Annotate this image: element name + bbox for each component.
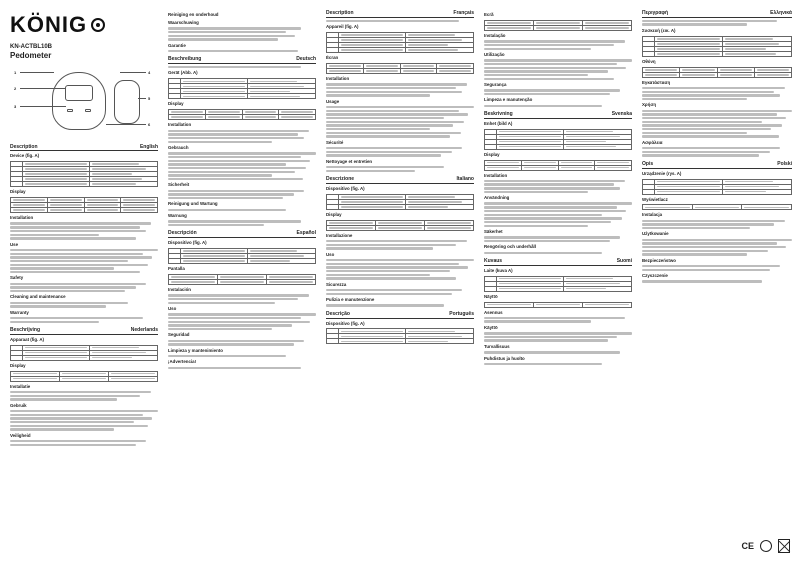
section-title: Περιγραφή [642,10,669,16]
brand-name: KÖNIG [10,12,88,37]
subheading: Wyświetlacz [642,196,668,202]
pedometer-drawing [52,72,106,130]
subheading: Uso [326,251,335,257]
subheading: Pantalla [168,266,185,272]
device-diagram [10,66,158,138]
section-language: Polski [777,160,792,167]
subheading: Χρήση [642,102,657,108]
display-table [326,63,474,74]
parts-table [168,78,316,99]
subheading: Οθόνη [642,58,656,64]
parts-table [168,248,316,264]
column-4 [484,10,632,366]
column-3 [326,10,474,346]
display-table [10,197,158,213]
subheading: Installation [10,215,34,221]
subheading: Pulizia e manutenzione [326,297,375,303]
subheading: Display [10,189,26,195]
subheading: Limpeza e manutenção [484,97,533,103]
subheading: Reinigung und Wartung [168,201,218,207]
section-title: Descripción [168,230,197,237]
subheading: Seguridad [168,332,190,338]
model-number: KN-ACTBL10B [10,43,52,50]
subheading: Appareil (fig. A) [326,24,359,30]
subheading: Käyttö [484,324,498,330]
subheading: Display [168,101,184,107]
subheading: Ecrã [484,12,494,17]
subheading: Safety [10,275,24,281]
subheading: Installation [484,172,508,178]
display-table [484,160,632,171]
display-table [168,109,316,120]
logo-mark-icon [91,18,105,32]
subheading: Gerät (Abb. A) [168,70,198,76]
subheading: Installation [168,122,192,128]
section-header [168,56,316,64]
parts-table [642,36,792,57]
recycle-icon [760,540,772,552]
subheading: Dispositivo (fig. A) [168,240,207,246]
display-table [10,371,158,382]
column-2 [168,10,316,370]
section-header [484,258,632,266]
section-header [642,161,792,169]
display-table [484,20,632,31]
subheading: Segurança [484,82,507,87]
display-table [326,220,474,231]
subheading: Dispositivo (fig. A) [326,185,365,191]
subheading: Laite (kuva A) [484,267,513,273]
section-title: Description [10,143,38,150]
section-language: Español [296,230,316,237]
parts-table [10,345,158,361]
subheading: Instalacja [642,212,663,218]
subheading: Installation [326,76,350,82]
button-drawing [85,109,91,112]
parts-table [326,328,474,344]
subheading: Sécurité [326,139,344,145]
subheading: Sicherheit [168,182,190,188]
display-table [168,274,316,285]
subheading: Dispositivo (fig. A) [326,320,365,326]
parts-table [642,179,792,195]
section-header [326,10,474,18]
section-language: English [139,143,158,150]
subheading: Nettoyage et entretien [326,158,373,164]
belt-clip-drawing [114,80,140,124]
section-title: Descrição [326,310,350,317]
subheading: Instalación [168,286,191,292]
section-title: Beschrijving [10,326,41,333]
callout-label: 4 [148,69,151,75]
callout-label: 1 [14,69,17,75]
callout-line [20,106,66,107]
subheading: Turvallisuus [484,343,510,349]
subheading: Display [10,362,26,368]
section-header [326,176,474,184]
subheading: Gebrauch [168,144,189,150]
subheading: Utilização [484,51,505,57]
parts-table [484,276,632,292]
weee-bin-icon [778,539,790,553]
subheading: ¡Advertencia! [168,359,197,365]
section-header [10,144,158,152]
subheading: Urządzenie (rys. A) [642,170,682,176]
section-header [484,111,632,119]
subheading: Display [484,151,500,157]
section-header [168,230,316,238]
callout-label: 2 [14,85,17,91]
subheading: Ασφάλεια [642,139,663,145]
subheading: Säkerhet [484,229,503,234]
display-table [642,204,792,210]
subheading: Användning [484,195,510,201]
callout-label: 5 [148,95,151,101]
subheading: Enhet (bild A) [484,120,513,126]
subheading: Écran [326,55,339,61]
parts-table [326,194,474,210]
subheading: Device (fig. A) [10,153,40,159]
product-name: Pedometer [10,50,52,60]
section-header [326,311,474,319]
section-language: Ελληνικά [770,10,792,16]
parts-table [326,32,474,53]
subheading: Sicurezza [326,281,347,287]
section-language: Português [449,310,474,317]
section-language: Italiano [456,176,474,183]
section-language: Nederlands [130,326,158,333]
callout-line [106,124,146,125]
section-title: Description [326,10,354,16]
section-language: Suomi [616,257,632,264]
callout-label: 3 [14,103,17,109]
column-1 [10,10,158,447]
callout-line [138,98,146,99]
subheading: Εγκατάσταση [642,79,671,85]
subheading: Garantie [168,42,186,48]
subheading: Veiligheid [10,432,31,438]
display-table [642,67,792,78]
subheading: Display [326,211,342,217]
subheading: Use [10,241,19,247]
subheading: Apparaat (fig. A) [10,336,44,342]
subheading: Asennus [484,309,503,315]
subheading: Puhdistus ja huolto [484,355,525,361]
subheading: Bezpieczeństwo [642,257,676,263]
subheading: Installazione [326,232,353,238]
subheading: Cleaning and maintenance [10,294,66,300]
subheading: Instalação [484,32,506,38]
subheading: Uso [168,305,177,311]
section-title: Beschreibung [168,56,202,63]
section-title: Descrizione [326,176,355,183]
compliance-marks [741,539,790,553]
section-header [642,10,792,18]
subheading: Installatie [10,383,31,389]
column-5 [642,10,792,284]
section-title: Beskrivning [484,110,513,117]
subheading: Warranty [10,309,29,315]
subheading: Usage [326,98,340,104]
callout-line [20,72,54,73]
subheading: Näyttö [484,293,498,299]
display-table [484,302,632,308]
section-language: Deutsch [296,56,316,63]
subheading: Warnung [168,213,187,219]
subheading: Gebruik [10,402,27,408]
section-title: Kuvaus [484,257,503,264]
subheading: Użytkowanie [642,231,669,237]
callout-label: 6 [148,121,151,127]
section-header [10,327,158,335]
subheading: Czyszczenie [642,273,668,279]
subheading: Reiniging en onderhoud [168,12,219,17]
subheading: Rengöring och underhåll [484,244,536,250]
section-language: Svenska [611,110,632,117]
parts-table [10,161,158,187]
subheading: Waarschuwing [168,19,199,25]
section-title: Opis [642,160,654,167]
brand-logo [10,10,158,40]
subheading: Limpieza y mantenimiento [168,347,223,353]
subheading: Συσκευή (εικ. A) [642,27,676,33]
section-language: Français [453,10,474,16]
ce-mark: CE [741,540,754,551]
display-drawing [65,85,93,101]
parts-table [484,129,632,150]
callout-line [20,88,65,89]
button-drawing [67,109,73,112]
callout-line [120,72,146,73]
